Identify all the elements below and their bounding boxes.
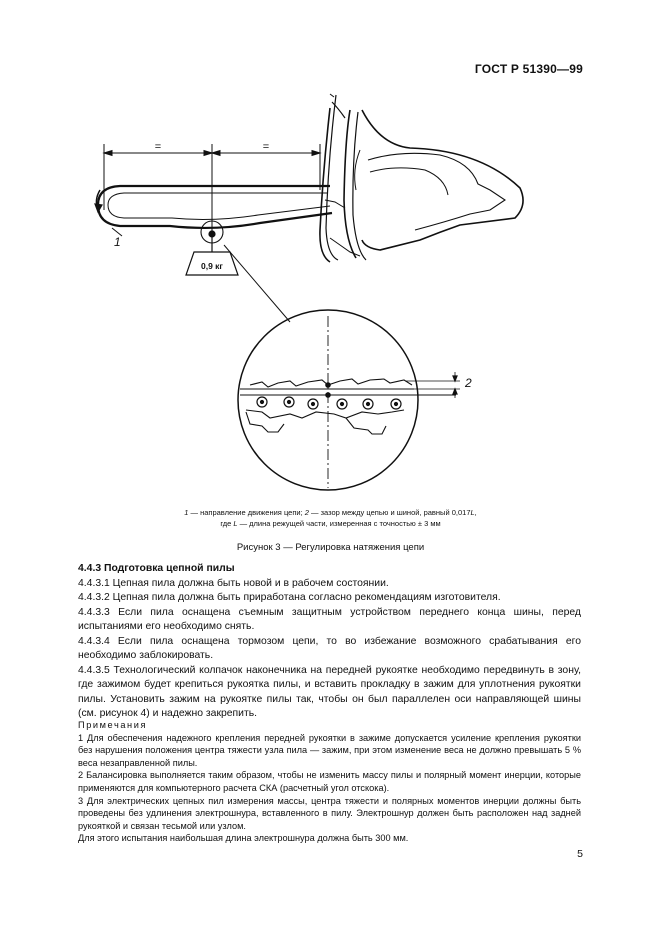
legend-text-1: — направление движения цепи; <box>188 508 305 517</box>
section-heading: 4.4.3 Подготовка цепной пилы <box>78 563 235 574</box>
paragraph-4-4-3-4: 4.4.3.4 Если пила оснащена тормозом цепи, то во избежание возможного срабатывания его необходимо заблокировать. <box>78 635 581 661</box>
note-1: 1 Для обеспечения надежного крепления передней рукоятки в зажиме допускается усиление крепления рукоятки без нарушения положения центра тяжести узла пила — зажим, при этом изменение веса не должно превышать 5 % веса незаправленной пилы. <box>78 732 581 768</box>
legend-num-1: 1 <box>184 508 189 517</box>
section-body <box>78 562 581 722</box>
figure-legend-line2 <box>0 518 661 529</box>
notes-block <box>78 719 581 845</box>
document-code: ГОСТ Р 51390—99 <box>474 62 583 76</box>
note-3: 3 Для электрических цепных пил измерения массы, центра тяжести и полярных моментов инерции должны быть проведены без удлинения электрошнура, вставленного в пилу. Электрошнур должен быть расположен над задней рукояткой и связан тесьмой или узлом. <box>78 795 581 831</box>
figure-label-2: 2 <box>465 376 472 390</box>
magnifier-leader <box>224 245 290 322</box>
legend-pre: где <box>220 519 234 528</box>
figure-label-1: 1 <box>114 235 121 249</box>
notes-title: Примечания <box>78 720 148 730</box>
magnified-detail <box>238 310 460 490</box>
legend-num-2: 2 <box>304 508 309 517</box>
note-2: 2 Балансировка выполняется таким образом, чтобы не изменить массу пилы и полярный момент инерции, которые применяются для компьютерного расчета СКА (расчетный угол отскока). <box>78 770 581 793</box>
page-number: 5 <box>577 848 583 860</box>
paragraph-4-4-3-3: 4.4.3.3 Если пила оснащена съемным защитным устройством переднего конца шины, перед испытаниями его необходимо снять. <box>78 606 581 632</box>
paragraph-4-4-3-1: 4.4.3.1 Цепная пила должна быть новой и в рабочем состоянии. <box>78 577 389 589</box>
legend-end: , <box>474 508 477 517</box>
weight-label: 0,9 кг <box>201 261 223 271</box>
dimension-mark-right: = <box>262 141 270 153</box>
legend-text-2: — зазор между цепью и шиной, равный 0,017 <box>308 508 471 517</box>
figure-legend-line1 <box>0 507 661 518</box>
legend-L-2: L <box>233 519 238 528</box>
paragraph-4-4-3-2: 4.4.3.2 Цепная пила должна быть приработана согласно рекомендациям изготовителя. <box>78 592 501 603</box>
note-4: Для этого испытания наибольшая длина электрошнура должна быть 300 мм. <box>78 833 409 844</box>
legend-text-3: — длина режущей части, измеренная с точностью ± 3 мм <box>237 519 441 528</box>
legend-L-1: L <box>470 508 475 517</box>
saw-body <box>320 94 523 262</box>
figure-caption: Рисунок 3 — Регулировка натяжения цепи <box>236 542 425 553</box>
dimension-mark-left: = <box>154 141 162 153</box>
paragraph-4-4-3-5: 4.4.3.5 Технологический колпачок наконечника на передней рукоятке необходимо передвинуть в зону, где зажимом будет крепиться рукоятка пилы, и вставить прокладку в зажим для уплотнения рукоятки пилы. Установить зажим на рукоятке пилы так, чтобы он был параллелен оси направляющей шины (см. рисунок 4) и надежно закрепить. <box>78 664 581 719</box>
